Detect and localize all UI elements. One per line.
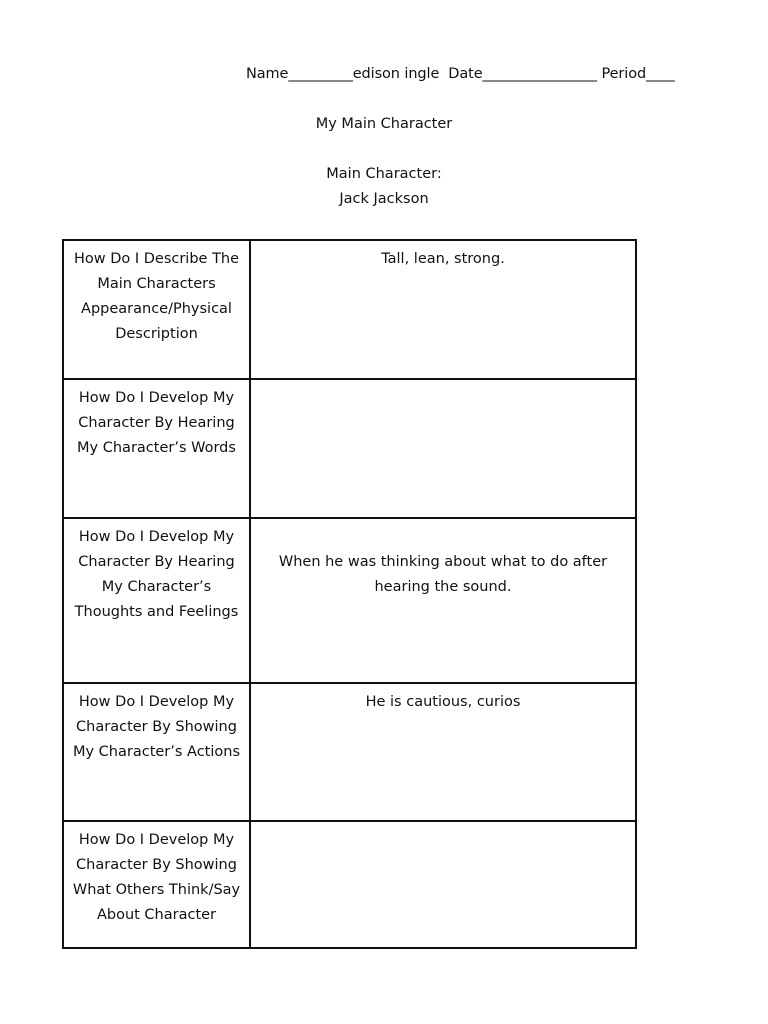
table-row xyxy=(63,683,636,821)
character-worksheet-table xyxy=(62,239,637,949)
prompt-others-think-say: How Do I Develop My Character By Showing What Others Think/Say About Character xyxy=(63,821,250,948)
prompt-words: How Do I Develop My Character By Hearing My Character’s Words xyxy=(63,379,250,518)
prompt-actions: How Do I Develop My Character By Showing My Character’s Actions xyxy=(63,683,250,821)
main-character-name: Jack Jackson xyxy=(339,191,429,207)
answer-appearance[interactable]: Tall, lean, strong. xyxy=(250,240,636,379)
table-row xyxy=(63,821,636,948)
page-title: My Main Character xyxy=(315,116,453,132)
answer-actions[interactable]: He is cautious, curios xyxy=(250,683,636,821)
prompt-appearance: How Do I Describe The Main Characters Appearance/Physical Description xyxy=(63,240,250,379)
main-character-label: Main Character: xyxy=(326,166,442,182)
table-row xyxy=(63,518,636,683)
table-row xyxy=(63,379,636,518)
answer-thoughts-feelings[interactable]: When he was thinking about what to do after hearing the sound. xyxy=(250,518,636,683)
answer-others-think-say[interactable] xyxy=(250,821,636,948)
answer-words[interactable] xyxy=(250,379,636,518)
name-date-period-line: Name_________edison ingle Date________________ Period____ xyxy=(246,66,675,82)
prompt-thoughts-feelings: How Do I Develop My Character By Hearing My Character’s Thoughts and Feelings xyxy=(63,518,250,683)
table-row xyxy=(63,240,636,379)
